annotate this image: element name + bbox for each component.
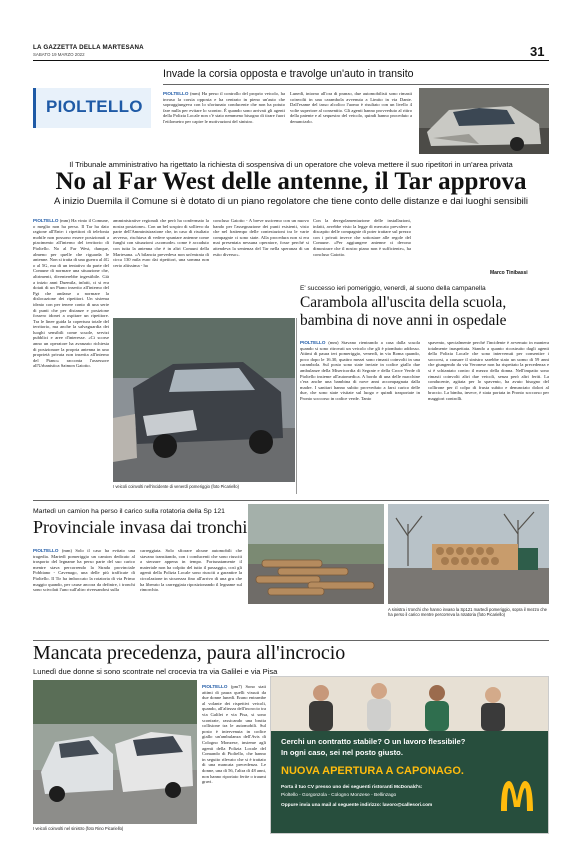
job-ad [270, 676, 549, 834]
crash-text1: (pm7) Sono stati attimi di paura quelli vissuti da due donne lunedì. Erano entrambe al volante dei rispettivi veicoli, quando, all'altezza dell'incrocio tra via Galilei e via Pisa, si sono scontrate, rassicando una brutta collisione tra le automobili. Sul posto è intervenuta in codice giallo un'ambulanza dell'Avis di Cologno Monzese, insieme agli agenti della Polizia Locale del Comando di Pioltello, che hanno in seguito rilevato che si è trattato di una mancata precedenza. Le donne, una di 56, l'altra di 48 anni, non hanno riportato ferite o traumi gravi. [202, 684, 266, 785]
school-lead: PIOLTELLO [300, 340, 326, 345]
main-headline: No al Far West delle antenne, il Tar approva [55, 168, 527, 195]
school-headline: Carambola all'uscita della scuola, bambina di nove anni in ospedale [300, 294, 507, 329]
brief1-lead: PIOLTELLO [163, 91, 189, 96]
main-subhead: A inizio Duemila il Comune si è dotato di un piano regolatore che tiene conto delle distanze e dai luoghi sensibili [53, 196, 529, 207]
school-col2: spavento, specialmente perché l'incidente è avvenuto in maniera totalmente inaspettata. Stando a quanto ricostruito dagli agenti della Polizia Locale che sono intervenuti per consentire i soccorsi, a causare il sinistro sarebbe stato un uomo di 59 anni che giungendo da via Veronese non ha rispettato la precedenza e si è schiantato contro il mezzo della donna. Nell'impatto sono rimasti coinvolti altri due veicoli, senza però altri feriti. La conducente, agitata per lo spavento, ha avuto bisogno del collirone per il colpo di frusta subito e denunciato dolori al braccio. La bimba, invece, è stata portata in Pronto soccorso per maggiori controlli. [428, 340, 549, 401]
section-rule-2 [33, 640, 549, 641]
main-col4: Con la deregolamentazione delle installazioni, infatti, avrebbe visto la legge di mercato prevalere a discapito delle compagnie di poter trattare sul prezzo con i privati invece che sottostare alle regole del Comune. «Per aggiungere antenne ci devono dimostrare che il nostro piano non è sufficiente», ha concluso Gaiotto. [313, 218, 411, 257]
main-lead: PIOLTELLO [33, 218, 59, 223]
logs-photo [248, 504, 384, 604]
ad-line2: In ogni caso, sei nel posto giusto. [281, 748, 403, 757]
ad-body1: Porta il tuo CV presso uno dei seguenti ristoranti McDonald's: [281, 785, 423, 790]
crash-lead: PIOLTELLO [202, 684, 228, 689]
crash-subhead: Lunedì due donne si sono scontrate nel crocevia tra via Galilei e via Pisa [33, 667, 278, 676]
brief1-col2: Lunedì, intorno all'ora di pranzo, due automobilisti sono rimasti coinvolti in una carambola avvenuta a Limito in via Dante. Dall'esame del tasso alcolico l'uomo è risultato con un livello 4 volte superiore al consentito. Gli agenti hanno provveduto al ritiro della patente e al sequestro del veicolo, quindi hanno proceduto a denunciarlo. [290, 91, 412, 124]
school-col1 [300, 340, 420, 490]
main-text1: (mm) Ha vinto il Comune, o meglio non ha perso. Il Tar ha dato ragione all'Ente: i ripetitori di telefonia mobile non possono essere posizionati a piacimento all'interno del territorio di Pioltello. No al Far West, dunque, almeno per quelle che riguarda le antenne. Non si tratta di una guerra al 4G o al 5G, ma di un tentativo da parte del Comune di normare una situazione che, altrimenti, diventerebbe ingestibile. Già a inizio anni Duemila, infatti, ci si era dotati di un Piano inserito all'interno del Pgt che andasse a normare la dislocazione dei ripetitori. Un sistema ideato con per tenere conto di una serie di punti che per distanze e posizione fossero idonei a ospitare un ripetitore. Tra le linee guida la copertura totale del territorio, ma anche la salvaguardia dei luoghi sensibili come scuole, servizi pubblici e aree d'interesse. «Ci scorse anno un operatore ha avanzato richiesta di posizionare la propria antenna in uno proprietà privata non inserita all'interno del Piano» racconta l'assessore all'Urbanistica Saimon Gaiotto. [33, 218, 109, 369]
ad-line1: Cerchi un contratto stabile? O un lavoro flessibile? [281, 737, 466, 746]
main-kicker: Il Tribunale amministrativo ha rigettato la richiesta di sospensiva di un operatore che voleva mettere il suo ripetitori in un'area privata [69, 160, 513, 169]
section-label: PIOLTELLO [46, 97, 143, 116]
photo2-caption: A sinistra i tronchi che hanno invaso la Sp121 martedì pomeriggio, sopra il mezzo che ha perso il carico mentre percorreva la rotatoria (foto Picariello) [388, 607, 547, 617]
school-crash-photo [113, 318, 295, 482]
masthead: LA GAZZETTA DELLA MARTESANA [33, 44, 144, 51]
truck-lead: PIOLTELLO [33, 548, 59, 553]
issue-date: SABATO 19 MARZO 2022 [33, 52, 85, 57]
brief1-col1 [163, 91, 285, 153]
header-rule [33, 60, 549, 61]
crash-col1 [202, 684, 266, 830]
truck-headline: Provinciale invasa dai tronchi [33, 517, 248, 537]
truck-col1 [33, 548, 135, 634]
brief1-rule [163, 84, 549, 85]
school-kicker: E' successo ieri pomeriggio, venerdì, al suono della campanella [300, 285, 486, 292]
ad-staff-photo [271, 677, 549, 731]
photo3-caption: I veicoli coinvolti nel sinistro (foto Rino Picariello) [33, 826, 124, 831]
column-divider [296, 318, 297, 494]
truck-text1: (mm) Solo il caso ha evitato una tragedia. Martedì pomeriggio un camion dedicato al trasporto del legname ha perso parte del suo carico mentre stava percorrendo la Strada provinciale Pobbiano - Cavenago, una delle più trafficate di Pioltello. Il Tir ha imboccato la rotatoria di via Primo maggio quando, per cause ancora da definire, i tronchi sono scivolati l'uno sull'altro riversandosi sulla [33, 548, 135, 593]
ad-headline: NUOVA APERTURA A CAPONAGO. [281, 765, 464, 777]
brief1-text1: (mm) Ha perso il controllo del proprio veicolo, ha invaso la corsia opposta e ha centrato in pieno un'auto che sopraggiungeva con lo sfortunato conducente che non ha potuto fare nulla per evitare lo scontro. È quando sono arrivati gli agenti della Polizia Locale non c'è stato nemmeno bisogno di tirare fuori l'etilometro per capire le motivazioni del sinistro. [163, 91, 285, 124]
main-col5 [415, 218, 549, 266]
main-col1 [33, 218, 109, 480]
truck-kicker: Martedì un camion ha perso il carico sulla rotatoria della Sp 121 [33, 508, 225, 515]
truck-col2: carreggiata. Solo sfiorare alcune automobili che stavano transitando, con i conducenti che sono riusciti a sterzare appena in tempo. Fortunatamente il materiale non ha colpito del tutto il passaggio, così gli agenti della Polizia Locale sono riusciti a garantire la circolazione in sicurezza fino all'arrivo di una gru che ha liberato la carreggiata riposizionando il legname sul rimorchio. [140, 548, 242, 593]
section-rule-1 [33, 500, 549, 501]
page-number: 31 [530, 44, 545, 59]
crash-headline: Mancata precedenza, paura all'incrocio [33, 642, 346, 664]
mcdonalds-logo [498, 777, 536, 813]
school-text1: (mm) Stavano rientrando a casa dalla scuola quando si sono ritrovati un veicolo che gli è piombato addosso. Attimi di paura ieri pomeriggio, venerdì, in via Roma quando, poco dopo le 16.30, quattro mezzi sono rimasti coinvolti in una carambola. Sul posto sono state inviate in codice giallo due ambulanze della Misericordia di Segrate e della Croce Verde di Pioltello insieme all'automedica. A bordo di una delle macchine c'era anche una bambina di nove anni accompagnata dalla madre. I sanitari hanno subito provveduto a farsi carico delle due, che sono state visitate sul luogo e quindi trasportate in Pronto soccorso in codice verde. Tanto [300, 340, 420, 401]
main-col3: concluso Gaiotto - A breve usciremo con un nuovo bando per l'assegnazione dei punti esistenti, visto che nel frattempo delle contestazioni tra le varie compagnie ci sono state. Alla procedura non si era mai presentata nessuna operatore, fosse perché si attendeva la sentenza del Tar nella speranza di un esito diverso». [213, 218, 309, 257]
brief1-photo [419, 88, 549, 154]
crash-photo [33, 680, 197, 824]
main-col2: amministrative regionali che però ha confermato la nostra posizione». Con un bel sospiro di sollievo da parte dell'Amministrazione che, in caso di risultato avverso, rischiava di vedere spuntare antenne come funghi con situazioni «scomode» come è accaduto con tutta la antenna che è in altri Comuni della Martesana. «A bilancia prevedeva non un'entrata di circa 130 mila euro dai ripetitori, una somma non certo altissima - ha [113, 218, 209, 268]
ad-body2: Pioltello - Gorgonzola - Cologno Monzese - Bellinzago [281, 793, 397, 798]
ad-body3: Oppure invia una mail al seguente indirizzo: lavoro@callesori.com [281, 803, 433, 808]
photo1-caption: I veicoli coinvolti nell'incidente di venerdì pomeriggio (foto Picariello) [113, 484, 240, 489]
main-byline: Marco Tinibassi [490, 270, 528, 276]
ad-panel [271, 731, 549, 834]
truck-photo [388, 504, 549, 604]
brief1-title: Invade la corsia opposta e travolge un'auto in transito [163, 68, 414, 80]
section-label-box [33, 88, 151, 128]
